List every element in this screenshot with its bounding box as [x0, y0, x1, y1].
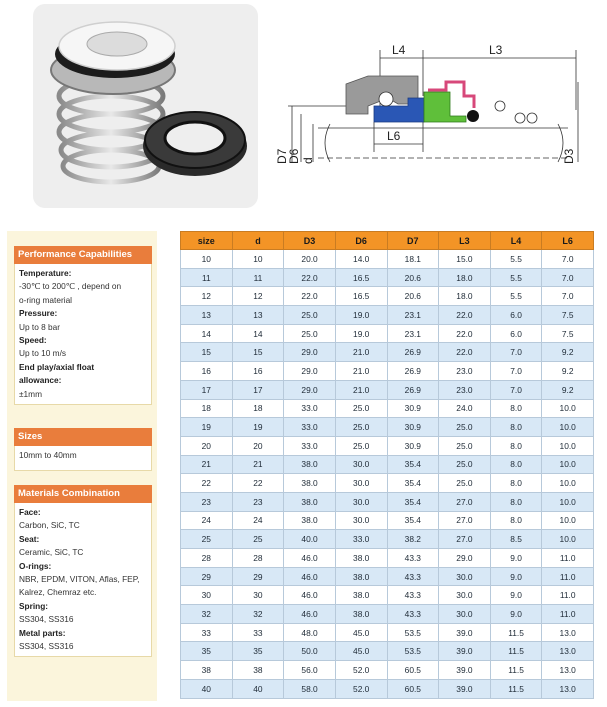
table-cell-d6: 14.0: [335, 250, 387, 269]
table-cell-l6: 10.0: [542, 455, 594, 474]
performance-card: [14, 246, 152, 405]
table-cell-l4: 8.0: [490, 399, 542, 418]
column-header-l3: L3: [439, 232, 491, 250]
table-cell-d3: 46.0: [284, 586, 336, 605]
table-cell-l3: 23.0: [439, 362, 491, 381]
table-cell-l6: 9.2: [542, 343, 594, 362]
table-cell-d: 20: [232, 436, 284, 455]
table-cell-size: 14: [181, 324, 233, 343]
table-cell-d3: 22.0: [284, 287, 336, 306]
table-cell-d: 28: [232, 549, 284, 568]
seal-cross-section-diagram: [268, 36, 598, 176]
speed-value: Up to 10 m/s: [19, 348, 67, 359]
table-cell-d6: 21.0: [335, 380, 387, 399]
table-cell-d7: 30.9: [387, 399, 439, 418]
table-cell-d6: 38.0: [335, 605, 387, 624]
table-row: [181, 343, 594, 362]
table-cell-d: 25: [232, 530, 284, 549]
table-cell-d3: 38.0: [284, 455, 336, 474]
table-cell-size: 24: [181, 511, 233, 530]
table-cell-d7: 60.5: [387, 679, 439, 698]
table-cell-l6: 13.0: [542, 642, 594, 661]
table-cell-l4: 11.5: [490, 679, 542, 698]
table-cell-d7: 23.1: [387, 306, 439, 325]
endplay-value: ±1mm: [19, 388, 42, 399]
table-row: [181, 418, 594, 437]
table-cell-l3: 15.0: [439, 250, 491, 269]
table-cell-d7: 60.5: [387, 661, 439, 680]
table-cell-d: 21: [232, 455, 284, 474]
seat-value: Ceramic, SiC, TC: [19, 547, 84, 558]
table-cell-d6: 38.0: [335, 549, 387, 568]
table-cell-d6: 19.0: [335, 324, 387, 343]
table-cell-size: 12: [181, 287, 233, 306]
table-cell-l3: 24.0: [439, 399, 491, 418]
column-header-d7: D7: [387, 232, 439, 250]
sizes-title: Sizes: [14, 428, 152, 446]
table-cell-d3: 46.0: [284, 549, 336, 568]
table-cell-d7: 43.3: [387, 549, 439, 568]
table-cell-l6: 10.0: [542, 418, 594, 437]
table-cell-l4: 9.0: [490, 567, 542, 586]
table-cell-l6: 13.0: [542, 679, 594, 698]
table-cell-d3: 25.0: [284, 306, 336, 325]
table-cell-d6: 30.0: [335, 474, 387, 493]
spec-sidebar: [7, 231, 157, 701]
speed-label: Speed:: [19, 335, 47, 346]
table-cell-d7: 43.3: [387, 567, 439, 586]
table-cell-d6: 38.0: [335, 567, 387, 586]
table-cell-d3: 33.0: [284, 436, 336, 455]
table-cell-d: 32: [232, 605, 284, 624]
table-row: [181, 474, 594, 493]
table-row: [181, 362, 594, 381]
table-cell-d6: 25.0: [335, 399, 387, 418]
table-cell-l6: 9.2: [542, 380, 594, 399]
table-cell-d: 11: [232, 268, 284, 287]
table-row: [181, 324, 594, 343]
table-cell-d7: 38.2: [387, 530, 439, 549]
table-row: [181, 586, 594, 605]
table-row: [181, 287, 594, 306]
table-cell-size: 30: [181, 586, 233, 605]
table-cell-l3: 18.0: [439, 287, 491, 306]
table-cell-l6: 11.0: [542, 605, 594, 624]
orings-value-1: NBR, EPDM, VITON, Aflas, FEP,: [19, 574, 140, 585]
table-cell-d: 18: [232, 399, 284, 418]
table-row: [181, 549, 594, 568]
table-row: [181, 530, 594, 549]
table-cell-d: 23: [232, 492, 284, 511]
table-cell-d6: 25.0: [335, 436, 387, 455]
table-cell-size: 28: [181, 549, 233, 568]
table-cell-d7: 53.5: [387, 623, 439, 642]
table-cell-l4: 8.5: [490, 530, 542, 549]
table-cell-l4: 6.0: [490, 324, 542, 343]
column-header-l6: L6: [542, 232, 594, 250]
performance-title: Performance Capabilities: [14, 246, 152, 264]
column-header-d: d: [232, 232, 284, 250]
table-cell-l4: 5.5: [490, 287, 542, 306]
column-header-d3: D3: [284, 232, 336, 250]
table-cell-d: 40: [232, 679, 284, 698]
table-cell-d3: 33.0: [284, 399, 336, 418]
table-cell-d6: 33.0: [335, 530, 387, 549]
table-cell-d: 12: [232, 287, 284, 306]
table-cell-d: 14: [232, 324, 284, 343]
table-cell-d3: 33.0: [284, 418, 336, 437]
sizes-card: [14, 428, 152, 471]
table-cell-size: 18: [181, 399, 233, 418]
table-cell-d7: 20.6: [387, 268, 439, 287]
table-cell-l3: 25.0: [439, 474, 491, 493]
table-cell-l6: 7.0: [542, 250, 594, 269]
table-cell-l6: 11.0: [542, 549, 594, 568]
label-d7: D7: [275, 148, 289, 164]
table-cell-l4: 8.0: [490, 474, 542, 493]
table-cell-d3: 50.0: [284, 642, 336, 661]
table-cell-l3: 25.0: [439, 436, 491, 455]
table-cell-l3: 25.0: [439, 455, 491, 474]
endplay-label-1: End play/axial float: [19, 361, 95, 372]
table-cell-l6: 10.0: [542, 474, 594, 493]
temperature-value-2: o-ring material: [19, 294, 73, 305]
table-cell-d6: 38.0: [335, 586, 387, 605]
column-header-l4: L4: [490, 232, 542, 250]
table-cell-d: 35: [232, 642, 284, 661]
table-cell-l6: 7.0: [542, 287, 594, 306]
orings-value-2: Kalrez, Chemraz etc.: [19, 587, 97, 598]
table-cell-l3: 27.0: [439, 530, 491, 549]
table-header-row: [181, 232, 594, 250]
table-cell-d6: 21.0: [335, 362, 387, 381]
table-cell-l3: 29.0: [439, 549, 491, 568]
table-cell-d: 22: [232, 474, 284, 493]
label-l3: L3: [489, 43, 503, 57]
table-cell-l6: 11.0: [542, 567, 594, 586]
table-cell-l6: 11.0: [542, 586, 594, 605]
table-cell-l4: 11.5: [490, 623, 542, 642]
face-value: Carbon, SiC, TC: [19, 520, 80, 531]
face-label: Face:: [19, 507, 41, 517]
table-cell-size: 40: [181, 679, 233, 698]
table-cell-l6: 9.2: [542, 362, 594, 381]
table-cell-d7: 20.6: [387, 287, 439, 306]
table-cell-l4: 8.0: [490, 492, 542, 511]
table-cell-l3: 39.0: [439, 661, 491, 680]
table-cell-l3: 39.0: [439, 642, 491, 661]
table-cell-d7: 53.5: [387, 642, 439, 661]
table-cell-size: 38: [181, 661, 233, 680]
table-row: [181, 306, 594, 325]
temperature-label: Temperature:: [19, 268, 72, 278]
orings-label: O-rings:: [19, 560, 52, 571]
table-cell-d7: 30.9: [387, 436, 439, 455]
table-cell-l6: 7.5: [542, 306, 594, 325]
table-cell-l6: 10.0: [542, 511, 594, 530]
table-cell-l6: 13.0: [542, 623, 594, 642]
table-cell-d3: 29.0: [284, 362, 336, 381]
product-photo: [33, 4, 258, 208]
table-cell-d3: 38.0: [284, 492, 336, 511]
table-cell-l4: 5.5: [490, 268, 542, 287]
table-cell-d7: 26.9: [387, 343, 439, 362]
table-cell-l3: 27.0: [439, 511, 491, 530]
table-row: [181, 679, 594, 698]
pressure-label: Pressure:: [19, 308, 58, 319]
endplay-label-2: allowance:: [19, 375, 62, 386]
table-cell-l4: 5.5: [490, 250, 542, 269]
table-cell-d: 24: [232, 511, 284, 530]
table-cell-d6: 52.0: [335, 679, 387, 698]
table-cell-l4: 11.5: [490, 642, 542, 661]
table-row: [181, 511, 594, 530]
table-cell-size: 25: [181, 530, 233, 549]
table-row: [181, 250, 594, 269]
table-cell-l3: 22.0: [439, 343, 491, 362]
column-header-size: size: [181, 232, 233, 250]
table-cell-d: 30: [232, 586, 284, 605]
table-cell-l4: 8.0: [490, 418, 542, 437]
table-cell-size: 11: [181, 268, 233, 287]
table-cell-d3: 38.0: [284, 511, 336, 530]
label-l4: L4: [392, 43, 406, 57]
table-cell-d: 15: [232, 343, 284, 362]
table-cell-l3: 27.0: [439, 492, 491, 511]
metal-parts-label: Metal parts:: [19, 627, 66, 638]
table-cell-d7: 18.1: [387, 250, 439, 269]
table-cell-l6: 10.0: [542, 492, 594, 511]
table-cell-l4: 9.0: [490, 605, 542, 624]
table-cell-size: 17: [181, 380, 233, 399]
table-cell-d6: 45.0: [335, 642, 387, 661]
label-d6: D6: [287, 148, 301, 164]
table-cell-d3: 46.0: [284, 567, 336, 586]
materials-card: [14, 485, 152, 657]
table-cell-d: 16: [232, 362, 284, 381]
materials-body: [14, 503, 152, 657]
table-cell-d: 17: [232, 380, 284, 399]
table-cell-d6: 16.5: [335, 268, 387, 287]
table-cell-d6: 19.0: [335, 306, 387, 325]
table-row: [181, 623, 594, 642]
table-cell-d: 13: [232, 306, 284, 325]
sizes-body: [14, 446, 152, 471]
table-cell-size: 20: [181, 436, 233, 455]
table-cell-d7: 26.9: [387, 362, 439, 381]
seat-label: Seat:: [19, 533, 40, 544]
table-body: [181, 250, 594, 699]
table-cell-l3: 30.0: [439, 605, 491, 624]
spring-value: SS304, SS316: [19, 614, 74, 625]
table-cell-l4: 9.0: [490, 586, 542, 605]
table-cell-size: 35: [181, 642, 233, 661]
table-cell-l3: 18.0: [439, 268, 491, 287]
table-cell-d: 38: [232, 661, 284, 680]
table-cell-l4: 8.0: [490, 511, 542, 530]
table-cell-l6: 10.0: [542, 436, 594, 455]
table-cell-d3: 48.0: [284, 623, 336, 642]
table-cell-size: 19: [181, 418, 233, 437]
table-cell-d7: 35.4: [387, 474, 439, 493]
table-cell-l3: 23.0: [439, 380, 491, 399]
table-cell-d7: 35.4: [387, 511, 439, 530]
table-cell-size: 13: [181, 306, 233, 325]
table-cell-l4: 7.0: [490, 380, 542, 399]
table-cell-d6: 25.0: [335, 418, 387, 437]
table-cell-l6: 10.0: [542, 530, 594, 549]
table-cell-size: 32: [181, 605, 233, 624]
table-cell-d3: 29.0: [284, 380, 336, 399]
table-cell-l3: 39.0: [439, 679, 491, 698]
table-row: [181, 605, 594, 624]
table-cell-size: 33: [181, 623, 233, 642]
table-cell-l4: 8.0: [490, 455, 542, 474]
table-cell-d3: 20.0: [284, 250, 336, 269]
table-row: [181, 268, 594, 287]
table-cell-d3: 29.0: [284, 343, 336, 362]
table-cell-d3: 25.0: [284, 324, 336, 343]
table-row: [181, 399, 594, 418]
label-d: d: [301, 157, 315, 164]
table-cell-l4: 6.0: [490, 306, 542, 325]
table-cell-l6: 13.0: [542, 661, 594, 680]
table-cell-d3: 46.0: [284, 605, 336, 624]
table-cell-d7: 30.9: [387, 418, 439, 437]
table-cell-d6: 45.0: [335, 623, 387, 642]
table-row: [181, 567, 594, 586]
table-cell-d3: 58.0: [284, 679, 336, 698]
table-cell-l6: 10.0: [542, 399, 594, 418]
temperature-value-1: -30℃ to 200℃ , depend on: [19, 281, 122, 292]
table-cell-d: 29: [232, 567, 284, 586]
table-cell-d7: 43.3: [387, 586, 439, 605]
table-cell-l4: 8.0: [490, 436, 542, 455]
table-row: [181, 436, 594, 455]
materials-title: Materials Combination: [14, 485, 152, 503]
table-cell-size: 22: [181, 474, 233, 493]
table-cell-d3: 56.0: [284, 661, 336, 680]
table-cell-l6: 7.0: [542, 268, 594, 287]
table-cell-l3: 30.0: [439, 567, 491, 586]
table-cell-d6: 30.0: [335, 455, 387, 474]
table-cell-size: 16: [181, 362, 233, 381]
metal-parts-value: SS304, SS316: [19, 641, 74, 652]
table-cell-d6: 16.5: [335, 287, 387, 306]
table-cell-l4: 11.5: [490, 661, 542, 680]
table-cell-size: 10: [181, 250, 233, 269]
table-cell-size: 23: [181, 492, 233, 511]
label-d3: D3: [562, 148, 576, 164]
table-row: [181, 642, 594, 661]
table-cell-l3: 39.0: [439, 623, 491, 642]
dimensions-table: [180, 231, 594, 699]
table-cell-d7: 35.4: [387, 492, 439, 511]
table-cell-l4: 7.0: [490, 343, 542, 362]
table-cell-d3: 22.0: [284, 268, 336, 287]
table-cell-d7: 26.9: [387, 380, 439, 399]
table-cell-d6: 30.0: [335, 511, 387, 530]
table-cell-d6: 52.0: [335, 661, 387, 680]
table-cell-l3: 22.0: [439, 306, 491, 325]
sizes-value: 10mm to 40mm: [19, 450, 77, 460]
technical-drawing: [268, 36, 598, 176]
table-cell-d7: 23.1: [387, 324, 439, 343]
table-cell-l4: 7.0: [490, 362, 542, 381]
table-cell-d: 10: [232, 250, 284, 269]
table-cell-d3: 38.0: [284, 474, 336, 493]
table-cell-d6: 30.0: [335, 492, 387, 511]
table-cell-d6: 21.0: [335, 343, 387, 362]
dimensions-table-wrapper: [180, 231, 594, 699]
table-cell-d7: 43.3: [387, 605, 439, 624]
table-row: [181, 380, 594, 399]
label-l6: L6: [387, 129, 401, 143]
table-cell-d3: 40.0: [284, 530, 336, 549]
table-cell-size: 15: [181, 343, 233, 362]
table-cell-size: 29: [181, 567, 233, 586]
table-cell-d7: 35.4: [387, 455, 439, 474]
table-cell-d: 33: [232, 623, 284, 642]
table-cell-size: 21: [181, 455, 233, 474]
table-cell-l4: 9.0: [490, 549, 542, 568]
table-cell-l3: 22.0: [439, 324, 491, 343]
performance-body: [14, 264, 152, 405]
table-row: [181, 492, 594, 511]
spring-label: Spring:: [19, 600, 49, 611]
pressure-value: Up to 8 bar: [19, 321, 61, 332]
table-row: [181, 455, 594, 474]
mechanical-seal-image: [33, 4, 258, 208]
table-cell-l3: 25.0: [439, 418, 491, 437]
column-header-d6: D6: [335, 232, 387, 250]
table-cell-l3: 30.0: [439, 586, 491, 605]
table-cell-d: 19: [232, 418, 284, 437]
table-cell-l6: 7.5: [542, 324, 594, 343]
table-row: [181, 661, 594, 680]
